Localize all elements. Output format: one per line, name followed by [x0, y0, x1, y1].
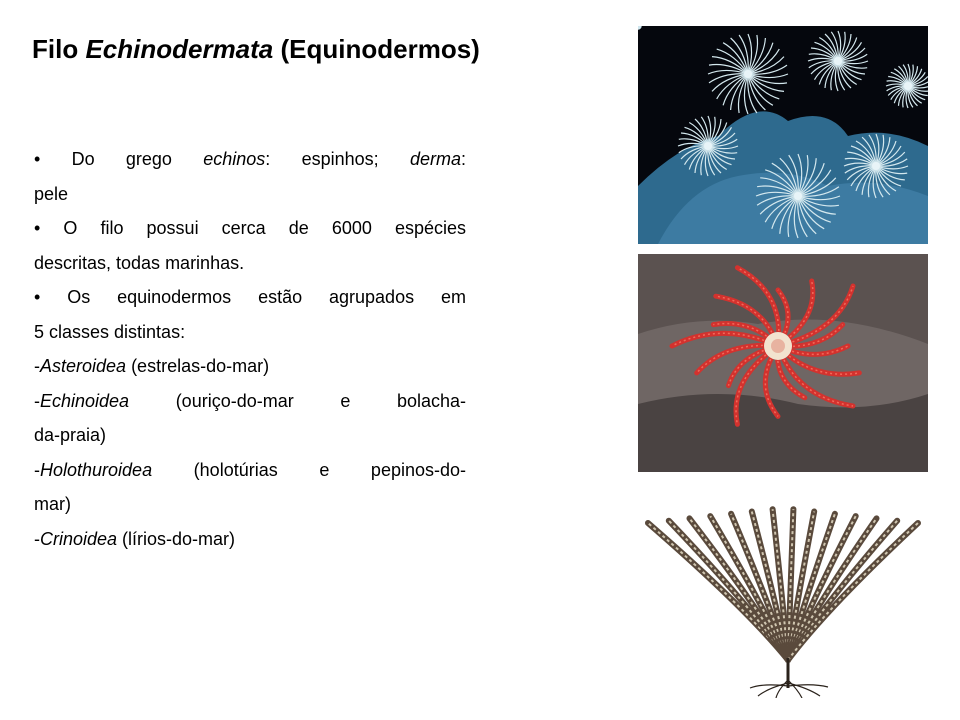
- bullet-etymology-cont: pele: [34, 183, 69, 204]
- title-taxon: Echinodermata: [85, 34, 274, 64]
- term-echinos: echinos: [203, 149, 266, 169]
- bullet-text: :: [460, 149, 466, 169]
- bullet-etymology: [34, 142, 466, 177]
- class-name: Holothuroidea: [40, 459, 153, 480]
- term-derma: derma: [409, 149, 461, 169]
- class-holothuroidea: [34, 453, 466, 488]
- title-suffix: (Equinodermos): [273, 34, 480, 64]
- bullet-species-count: • O filo possui cerca de 6000 espécies: [34, 218, 466, 238]
- bullet-classes-cont: 5 classes distintas:: [34, 321, 186, 342]
- bullet-text: : espinhos;: [265, 149, 410, 169]
- class-crinoidea: [34, 522, 466, 557]
- dash: -: [34, 390, 40, 411]
- class-name: Asteroidea: [40, 356, 127, 376]
- bullet-text: • Do grego: [34, 149, 204, 169]
- dash: -: [34, 459, 40, 480]
- feather-star-photo: [638, 26, 928, 244]
- class-desc: (holotúrias e pepinos-do-: [152, 459, 466, 480]
- class-name: Crinoidea: [40, 528, 118, 549]
- bullet-classes: • Os equinodermos estão agrupados em: [34, 287, 466, 307]
- slide-body: [34, 142, 466, 556]
- bullet-species-count-cont: descritas, todas marinhas.: [34, 252, 245, 273]
- red-crinoid-photo: [638, 254, 928, 472]
- class-asteroidea: [34, 349, 466, 384]
- dash: -: [34, 528, 40, 549]
- sea-lily-photo: [638, 488, 928, 698]
- class-name: Echinoidea: [40, 390, 130, 411]
- title-prefix: Filo: [32, 34, 86, 64]
- class-echinoidea-cont: da-praia): [34, 425, 107, 445]
- class-desc: (ouriço-do-mar e bolacha-: [129, 390, 466, 411]
- class-echinoidea: [34, 384, 466, 419]
- class-desc: (estrelas-do-mar): [126, 356, 270, 376]
- slide-title: [32, 34, 480, 65]
- class-holothuroidea-cont: mar): [34, 494, 71, 514]
- class-desc: (lírios-do-mar): [117, 528, 236, 549]
- dash: -: [34, 356, 40, 376]
